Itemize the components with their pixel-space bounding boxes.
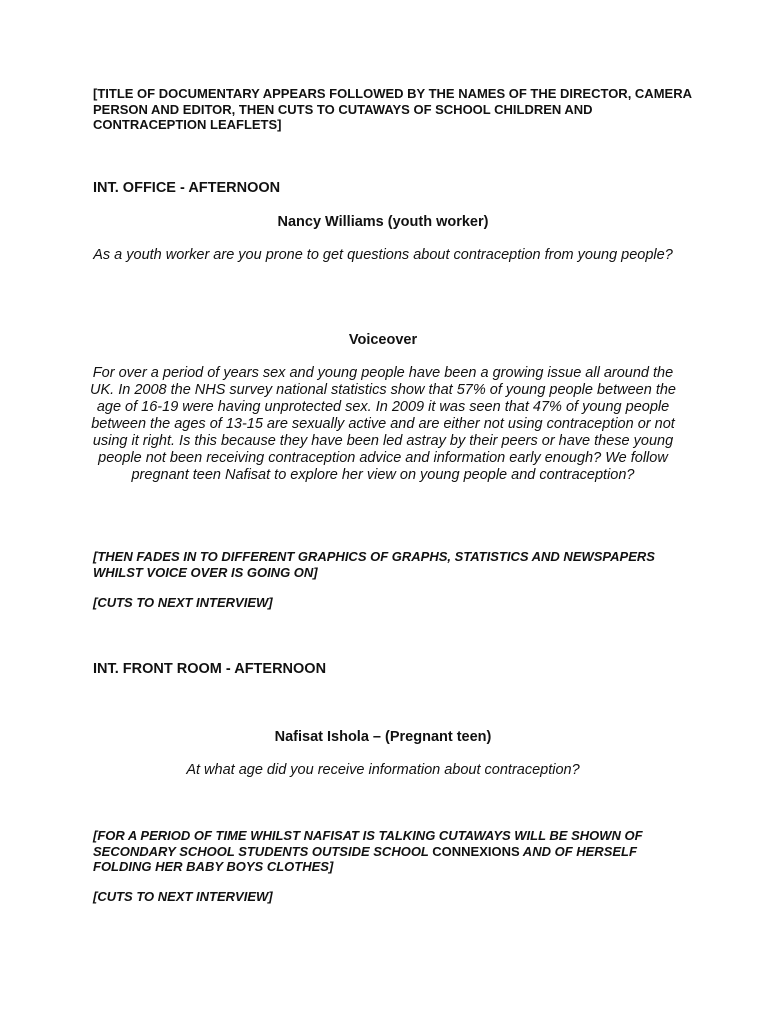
direction-graphics: [THEN FADES IN TO DIFFERENT GRAPHICS OF GRAPHS, STATISTICS AND NEWSPAPERS WHILST VOICE OVER IS GOING ON] xyxy=(93,549,655,580)
direction-cutaways-part-2: AND OF HERSELF FOLDING HER BABY BOYS CLOTHES] xyxy=(93,843,637,874)
voiceover-label: Voiceover xyxy=(348,332,418,348)
opening-direction: [TITLE OF DOCUMENTARY APPEARS FOLLOWED BY THE NAMES OF THE DIRECTOR, CAMERA PERSON AND EDITOR, THEN CUTS TO CUTAWAYS OF SCHOOL CHILDREN AND CONTRACEPTION LEAFLETS] xyxy=(93,86,692,132)
voiceover-text: For over a period of years sex and young people have been a growing issue all around the UK. In 2008 the NHS survey national statistics show that 57% of young people between the age of 16-19 were having unprotected sex. In 2009 it was seen that 47% of young people between the ages of 13-15 are sexually active and are either not using contraception or not using it right. Is this because they have been led astray by their peers or have these young people not been receiving contraception advice and information early enough? We follow pregnant teen Nafisat to explore her view on young people and contraception? xyxy=(90,365,676,483)
scene-heading-office: INT. OFFICE - AFTERNOON xyxy=(93,180,281,196)
connexions-label: CONNEXIONS xyxy=(432,843,520,859)
scene-heading-front-room: INT. FRONT ROOM - AFTERNOON xyxy=(93,661,327,677)
question-pregnant-teen: At what age did you receive information about contraception? xyxy=(186,762,580,778)
direction-cutaways xyxy=(93,828,693,875)
direction-cutaways-part-1: [FOR A PERIOD OF TIME WHILST NAFISAT IS TALKING CUTAWAYS WILL BE SHOWN OF SECONDARY SCHOOL STUDENTS OUTSIDE SCHOOL xyxy=(93,828,643,859)
direction-cut-1: [CUTS TO NEXT INTERVIEW] xyxy=(93,595,273,610)
question-youth-worker: As a youth worker are you prone to get questions about contraception from young people? xyxy=(93,247,673,263)
speaker-nancy-williams: Nancy Williams (youth worker) xyxy=(277,214,489,230)
direction-cut-2: [CUTS TO NEXT INTERVIEW] xyxy=(93,889,273,904)
speaker-nafisat-ishola: Nafisat Ishola – (Pregnant teen) xyxy=(274,729,492,745)
